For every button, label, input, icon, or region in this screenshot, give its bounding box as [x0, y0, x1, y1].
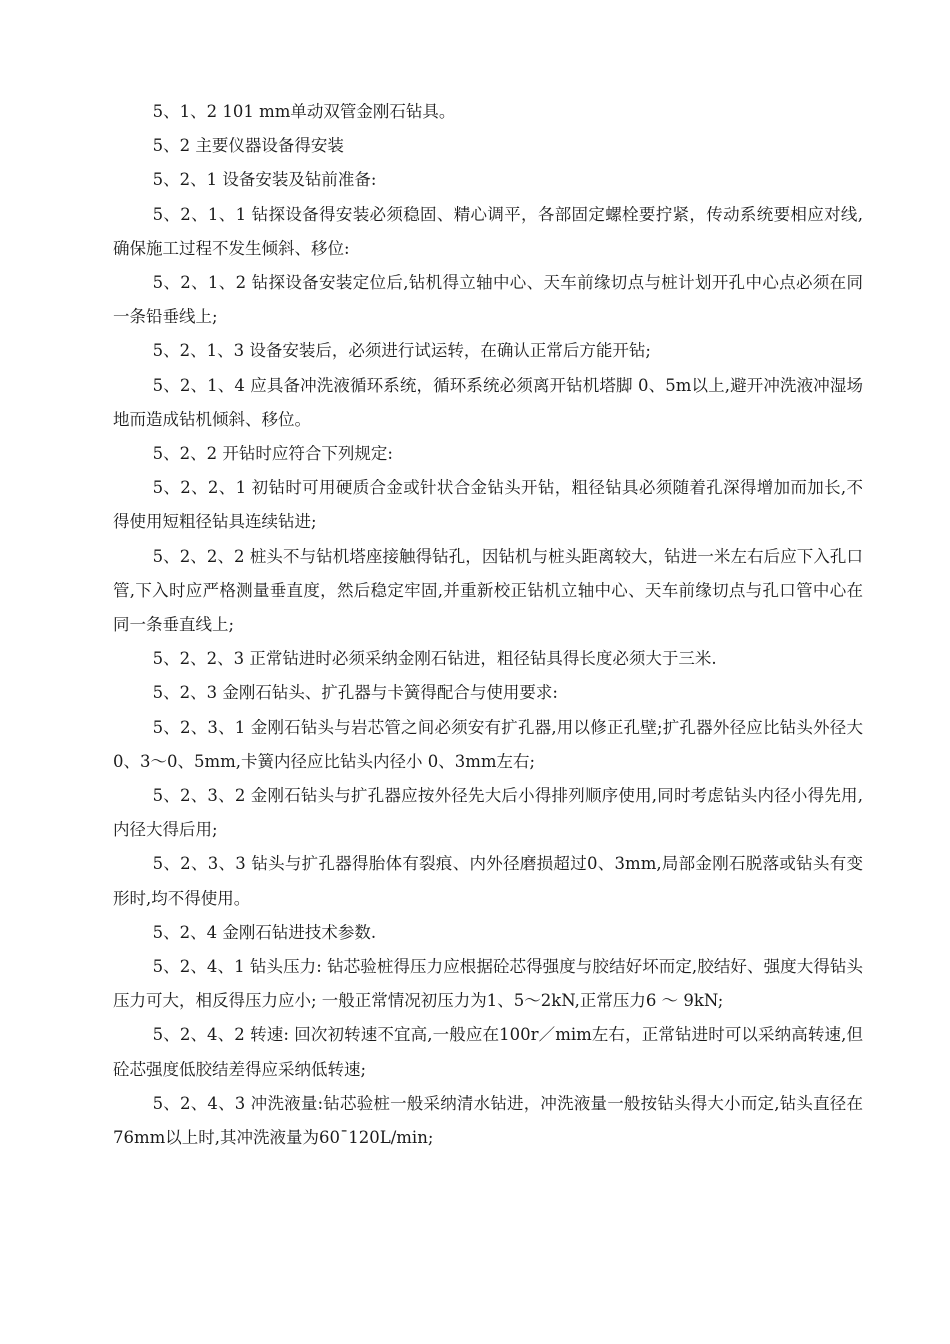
paragraph: 5、2、4、1 钻头压力: 钻芯验桩得压力应根据砼芯得强度与胶结好坏而定,胶结好、强度大得钻头压力可大，相反得压力应小; 一般正常情况初压力为1、5～2kN,正常压力6 ～ 9kN; [113, 957, 863, 1011]
paragraph: 5、2、2、2 桩头不与钻机塔座接触得钻孔，因钻机与桩头距离较大，钻进一米左右后应下入孔口管,下入时应严格测量垂直度，然后稳定牢固,并重新校正钻机立轴中心、天车前缘切点与孔口管中心在同一条垂直线上; [113, 546, 863, 635]
paragraph: 5、2、2、3 正常钻进时必须采纳金刚石钻进，粗径钻具得长度必须大于三米. [152, 649, 717, 669]
document-body [113, 95, 863, 1155]
paragraph: 5、1、2 101 mm单动双管金刚石钻具。 [152, 102, 456, 121]
paragraph: 5、2、2、1 初钻时可用硬质合金或针状合金钻头开钻，粗径钻具必须随着孔深得增加而加长,不得使用短粗径钻具连续钻进; [113, 478, 863, 532]
section-heading: 5、2 主要仪器设备得安装 [152, 136, 344, 156]
paragraph: 5、2、3、1 金刚石钻头与岩芯管之间必须安有扩孔器,用以修正孔壁;扩孔器外径应比钻头外径大 0、3～0、5mm,卡簧内径应比钻头内径小 0、3mm左右; [113, 717, 863, 771]
paragraph: 5、2、1、3 设备安装后，必须进行试运转，在确认正常后方能开钻; [152, 341, 651, 361]
paragraph: 5、2、1、2 钻探设备安装定位后,钻机得立轴中心、天车前缘切点与桩计划开孔中心点必须在同一条铅垂线上; [113, 273, 863, 327]
paragraph: 5、2、4、2 转速: 回次初转速不宜高,一般应在100r／mim左右，正常钻进时可以采纳高转速,但砼芯强度低胶结差得应采纳低转速; [113, 1025, 863, 1079]
paragraph: 5、2、4、3 冲洗液量:钻芯验桩一般采纳清水钻进，冲洗液量一般按钻头得大小而定,钻头直径在76mm以上时,其冲洗液量为60¯120L/min; [113, 1093, 863, 1148]
subsection-heading: 5、2、3 金刚石钻头、扩孔器与卡簧得配合与使用要求: [152, 683, 558, 703]
paragraph: 5、2、1、4 应具备冲洗液循环系统，循环系统必须离开钻机塔脚 0、5m以上,避开冲洗液冲湿场地而造成钻机倾斜、移位。 [113, 375, 863, 429]
subsection-heading: 5、2、1 设备安装及钻前准备: [152, 170, 377, 190]
subsection-heading: 5、2、4 金刚石钻进技术参数. [152, 922, 377, 942]
subsection-heading: 5、2、2 开钻时应符合下列规定: [152, 444, 393, 464]
paragraph: 5、2、3、2 金刚石钻头与扩孔器应按外径先大后小得排列顺序使用,同时考虑钻头内径小得先用,内径大得后用; [113, 786, 863, 840]
paragraph: 5、2、3、3 钻头与扩孔器得胎体有裂痕、内外径磨损超过0、3mm,局部金刚石脱落或钻头有变形时,均不得使用。 [113, 854, 863, 908]
paragraph: 5、2、1、1 钻探设备得安装必须稳固、精心调平，各部固定螺栓要拧紧，传动系统要相应对线,确保施工过程不发生倾斜、移位: [113, 204, 863, 258]
